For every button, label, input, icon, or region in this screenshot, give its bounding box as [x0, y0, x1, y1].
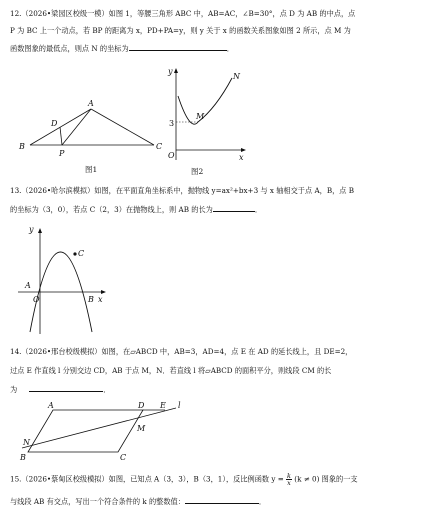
- label-b: B: [20, 453, 26, 462]
- q12-line-2: P 为 BC 上一个动点，若 BP 的距离为 x，PD+PA=y，则 y 关于 x 的函数关系图象如图 2 所示，点 M 为: [10, 26, 351, 35]
- figure-1-caption: 图1: [85, 165, 98, 174]
- q12-line-3-end: ．: [226, 44, 234, 53]
- q14-line-1: 14.（2026•邢台校级模拟）如图，在▱ABCD 中，AB=3，AD=4，点 E 在 AD 的延长线上，且 DE=2，: [10, 347, 353, 356]
- label-d: D: [138, 401, 145, 410]
- q13-line-2: [10, 204, 262, 215]
- q12-line-3: [10, 43, 234, 54]
- label-c: C: [120, 453, 127, 462]
- fraction-denominator: x: [287, 479, 291, 487]
- point-c: [73, 252, 76, 255]
- q15-answer-blank[interactable]: [185, 496, 259, 504]
- label-b: B: [19, 142, 25, 151]
- q15-line-2-text: 与线段 AB 有交点，写出一个符合条件的 k 的整数值：: [10, 497, 185, 506]
- label-y: y: [168, 67, 173, 76]
- y-axis-arrow-icon: [38, 228, 42, 233]
- q15-line-1-post: (k ≠ 0) 图象的一支: [294, 474, 358, 484]
- segment-pa: [62, 109, 91, 145]
- q14-figure-parallelogram: [18, 398, 186, 462]
- label-o: O: [33, 295, 40, 304]
- label-three: 3: [169, 119, 175, 128]
- label-o: O: [168, 151, 175, 160]
- q14-answer-blank[interactable]: [29, 384, 103, 392]
- q14-line-3-text: 为: [10, 385, 18, 394]
- q14-line-3: [10, 384, 110, 395]
- label-a: A: [88, 99, 94, 108]
- label-a: A: [48, 401, 54, 410]
- label-x: x: [239, 153, 244, 162]
- label-m: M: [137, 424, 146, 433]
- q13-line-2-end: ．: [254, 205, 263, 214]
- line-l: [22, 408, 176, 448]
- parallelogram-abcd: [28, 410, 143, 452]
- q12-line-1: 12.（2026•梁园区校级一模）如图 1，等腰三角形 ABC 中，AB=AC，∠B=30°，点 D 为 AB 的中点，点: [10, 9, 356, 18]
- label-c: C: [78, 249, 85, 258]
- fraction-numerator: k: [287, 472, 291, 480]
- q14-line-3-end: ．: [103, 385, 111, 394]
- q15-fraction: [286, 473, 292, 486]
- y-axis-arrow-icon: [174, 68, 178, 73]
- x-axis-arrow-icon: [101, 290, 106, 294]
- label-e: E: [160, 401, 166, 410]
- q12-line-3-text: 函数图象的最低点，则点 N 的坐标为: [10, 44, 129, 53]
- label-l: l: [178, 401, 181, 410]
- q12-figure-1-triangle: [14, 92, 164, 174]
- q15-line-1: [10, 473, 358, 486]
- label-b: B: [88, 295, 94, 304]
- q13-line-1: 13.（2026•哈尔滨模拟）如图，在平面直角坐标系中，抛物线 y=ax²+bx+3 与 x 轴相交于点 A，B，点 B: [10, 186, 355, 195]
- q13-line-2-text: 的坐标为（3，0），若点 C（2，3）在抛物线上，则 AB 的长为: [10, 205, 213, 214]
- label-x: x: [98, 295, 103, 304]
- q15-line-2: [10, 496, 266, 507]
- segment-dp: [60, 127, 62, 145]
- label-y: y: [29, 225, 34, 234]
- label-d: D: [51, 119, 58, 128]
- segment-ac: [91, 109, 154, 145]
- q13-figure-parabola: [12, 222, 112, 336]
- label-a: A: [25, 281, 31, 290]
- x-axis-arrow-icon: [241, 148, 246, 152]
- label-n: N: [233, 72, 240, 81]
- segment-ab: [30, 109, 91, 145]
- label-n: N: [23, 438, 30, 447]
- q12-answer-blank[interactable]: [129, 43, 227, 51]
- q13-answer-blank[interactable]: [213, 204, 255, 212]
- q14-line-2: 过点 E 作直线 l 分别交边 CD，AB 于点 M，N．若直线 l 将▱ABCD 的面积平分，则线段 CM 的长: [10, 366, 332, 375]
- label-p: P: [59, 149, 65, 158]
- label-m: M: [196, 112, 205, 121]
- function-curve: [178, 78, 232, 124]
- q15-line-2-end: ．: [258, 497, 267, 506]
- figure-2-caption: 图2: [191, 167, 204, 176]
- q15-line-1-pre: 15.（2026•蔡甸区校级模拟）如图，已知点 A（3，3），B（3，1），反比例函数 y =: [10, 474, 284, 484]
- q12-figure-2-graph: [164, 64, 254, 176]
- label-c: C: [156, 142, 163, 151]
